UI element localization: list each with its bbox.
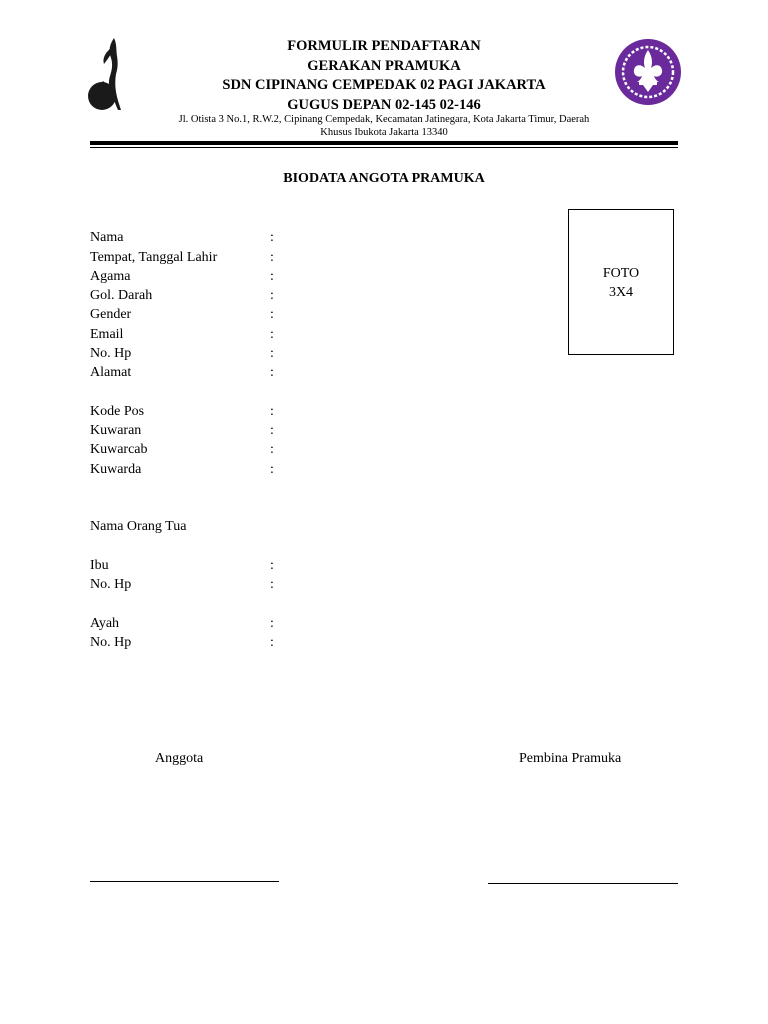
- field-label: No. Hp: [90, 576, 132, 592]
- signature-label-pembina: Pembina Pramuka: [519, 750, 622, 766]
- field-email: [90, 325, 510, 344]
- field-gol-darah: [90, 286, 510, 305]
- school-address: [150, 113, 618, 139]
- field-ibu: [90, 556, 510, 575]
- field-label: Kuwaran: [90, 422, 142, 438]
- field-colon: :: [270, 615, 274, 631]
- field-label: Kode Pos: [90, 403, 145, 419]
- photo-label-line-2: 3X4: [608, 285, 634, 300]
- header-line-1: FORMULIR PENDAFTARAN: [287, 38, 481, 54]
- signature-label-anggota: Anggota: [155, 750, 204, 766]
- field-tempat-tanggal-lahir: [90, 248, 510, 267]
- field-colon: :: [270, 364, 274, 380]
- photo-label: [568, 264, 674, 302]
- field-colon: :: [270, 326, 274, 342]
- header-line-2: GERAKAN PRAMUKA: [307, 57, 461, 74]
- field-kuwaran: [90, 421, 510, 440]
- field-colon: :: [270, 268, 274, 284]
- field-label: Ibu: [90, 557, 109, 573]
- field-colon: :: [270, 634, 274, 650]
- address-line-1: Jl. Otista 3 No.1, R.W.2, Cipinang Cempedak, Kecamatan Jatinegara, Kota Jakarta Timur, Daerah: [178, 114, 590, 125]
- field-label: No. Hp: [90, 345, 132, 361]
- field-colon: :: [270, 461, 274, 477]
- header-divider-thick: [90, 141, 678, 145]
- field-colon: :: [270, 307, 274, 322]
- signature-line-anggota: [90, 881, 279, 882]
- field-label: Tempat, Tanggal Lahir: [90, 249, 218, 265]
- field-alamat: [90, 363, 510, 382]
- field-ayah: [90, 614, 510, 633]
- field-colon: :: [270, 403, 274, 419]
- field-colon: :: [270, 557, 274, 573]
- document-title: BIODATA ANGOTA PRAMUKA: [283, 171, 485, 186]
- parents-section-title: Nama Orang Tua: [90, 518, 187, 534]
- field-colon: :: [270, 576, 274, 592]
- tunas-kelapa-icon: [84, 34, 128, 114]
- field-label: Gender: [90, 307, 132, 322]
- field-label: Email: [90, 326, 124, 342]
- photo-label-line-1: FOTO: [602, 266, 640, 281]
- header-line-3: SDN CIPINANG CEMPEDAK 02 PAGI JAKARTA: [222, 77, 546, 93]
- field-kode-pos: [90, 402, 510, 421]
- field-label: Kuwarcab: [90, 442, 148, 457]
- field-colon: :: [270, 288, 274, 303]
- field-colon: :: [270, 230, 274, 245]
- field-nama: [90, 228, 510, 247]
- field-label: Alamat: [90, 364, 132, 380]
- field-label: Gol. Darah: [90, 288, 153, 303]
- field-kuwarda: [90, 460, 510, 479]
- field-colon: :: [270, 442, 274, 457]
- header-line-4: GUGUS DEPAN 02-145 02-146: [287, 96, 481, 113]
- form-header: [150, 37, 618, 115]
- field-agama: [90, 267, 510, 286]
- field-gender: [90, 305, 510, 324]
- field-no-hp-ayah: [90, 633, 510, 652]
- field-label: Nama: [90, 230, 124, 245]
- field-colon: :: [270, 249, 274, 265]
- field-label: No. Hp: [90, 634, 132, 650]
- field-colon: :: [270, 422, 274, 438]
- field-label: Agama: [90, 268, 131, 284]
- field-label: Kuwarda: [90, 461, 142, 477]
- header-divider-thin: [90, 147, 678, 148]
- address-line-2: Khusus Ibukota Jakarta 13340: [320, 127, 448, 138]
- field-kuwarcab: [90, 440, 510, 459]
- field-no-hp: [90, 344, 510, 363]
- signature-line-pembina: [488, 883, 678, 884]
- field-colon: :: [270, 345, 274, 361]
- field-label: Ayah: [90, 615, 120, 631]
- world-scout-emblem-icon: [613, 36, 683, 108]
- field-no-hp-ibu: [90, 575, 510, 594]
